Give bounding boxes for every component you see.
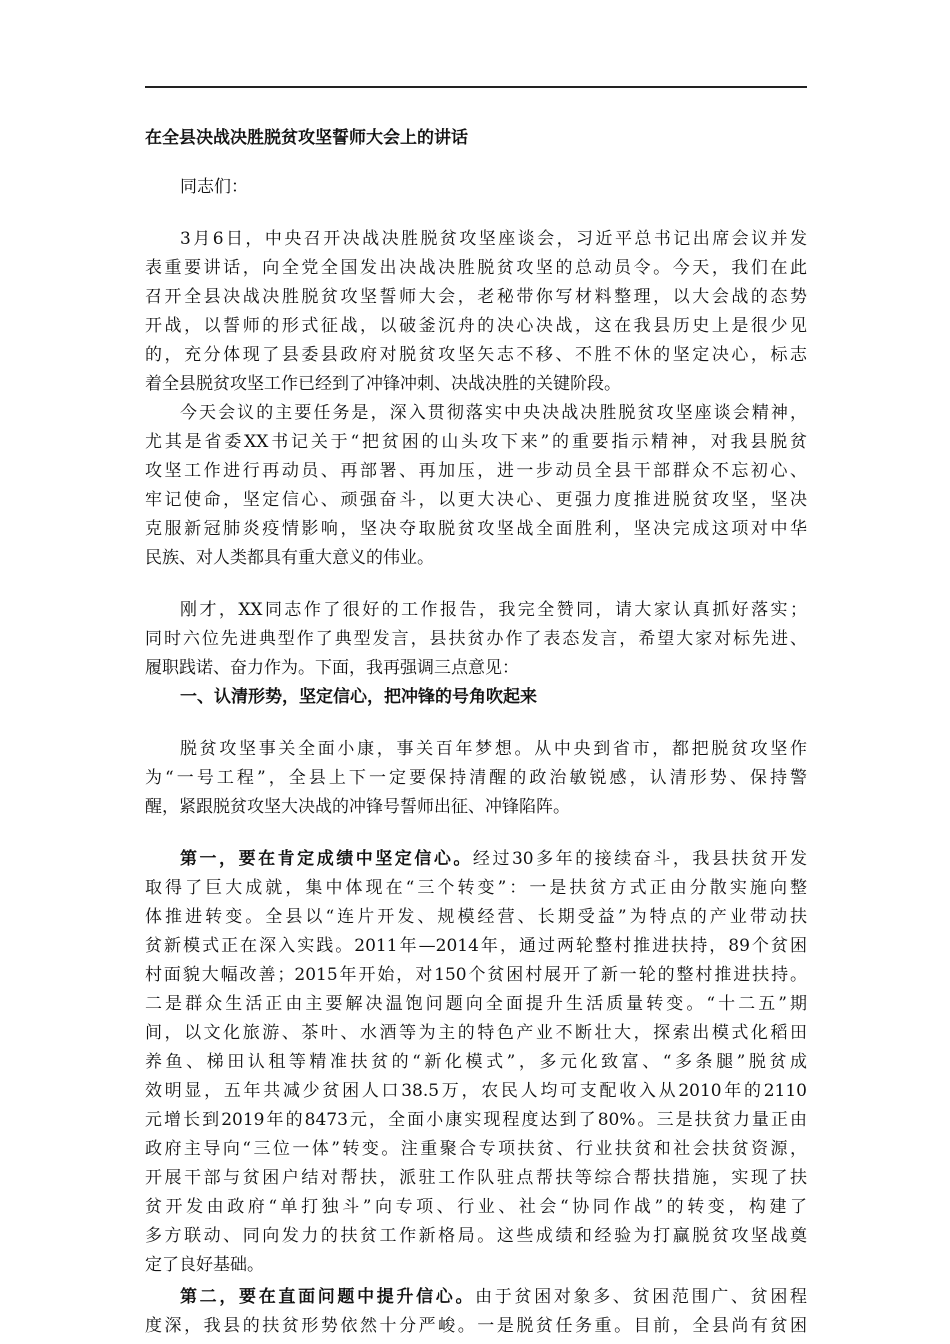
p5-line-6: 二是群众生活正由主要解决温饱问题向全面提升生活质量转变。“十二五”期: [145, 994, 807, 1014]
p5-line-15: 定了良好基础。: [145, 1255, 264, 1275]
p1-line-1: 3月6日，中央召开决战决胜脱贫攻坚座谈会，习近平总书记出席会议并发: [180, 229, 807, 249]
p5-lead: 第一，要在肯定成绩中坚定信心。: [180, 849, 473, 869]
p3-line-1: 刚才，XX同志作了很好的工作报告，我完全赞同，请大家认真抓好落实；: [180, 600, 807, 620]
p5-lead-rest: 经过30多年的接续奋斗，我县扶贫开发: [472, 849, 807, 869]
p5-line-13: 贫开发由政府“单打独斗”向专项、行业、社会“协同作战”的转变，构建了: [145, 1197, 807, 1217]
p2-line-3: 攻坚工作进行再动员、再部署、再加压，进一步动员全县干部群众不忘初心、: [145, 461, 807, 481]
p5-line-5: 村面貌大幅改善；2015年开始，对150个贫困村展开了新一轮的整村推进扶持。: [145, 965, 807, 985]
p5-line-8: 养鱼、梯田认租等精准扶贫的“新化模式”，多元化致富、“多条腿”脱贫成: [145, 1052, 807, 1072]
p5-line-11: 政府主导向“三位一体”转变。注重聚合专项扶贫、行业扶贫和社会扶贫资源，: [145, 1139, 807, 1159]
p5-line-1: [180, 845, 807, 874]
p2-line-6: 民族、对人类都具有重大意义的伟业。: [145, 548, 434, 568]
document-title: 在全县决战决胜脱贫攻坚誓师大会上的讲话: [145, 128, 468, 148]
p5-line-2: 取得了巨大成就，集中体现在“三个转变”：一是扶贫方式正由分散实施向整: [145, 878, 807, 898]
p5-line-7: 间，以文化旅游、茶叶、水酒等为主的特色产业不断壮大，探索出模式化稻田: [145, 1023, 807, 1043]
p3-line-2: 同时六位先进典型作了典型发言，县扶贫办作了表态发言，希望大家对标先进、: [145, 629, 807, 649]
p1-line-2: 表重要讲话，向全党全国发出决战决胜脱贫攻坚的总动员令。今天，我们在此: [145, 258, 807, 278]
p1-line-4: 开战，以誓师的形式征战，以破釜沉舟的决心决战，这在我县历史上是很少见: [145, 316, 807, 336]
section-heading-1: 一、认清形势，坚定信心，把冲锋的号角吹起来: [180, 687, 537, 707]
p2-line-4: 牢记使命，坚定信心、顽强奋斗，以更大决心、更强力度推进脱贫攻坚，坚决: [145, 490, 807, 510]
p3-line-3: 履职践诺、奋力作为。下面，我再强调三点意见：: [145, 658, 519, 678]
p4-line-3: 醒，紧跟脱贫攻坚大决战的冲锋号誓师出征、冲锋陷阵。: [145, 797, 570, 817]
p1-line-3: 召开全县决战决胜脱贫攻坚誓师大会，老秘带你写材料整理，以大会战的态势: [145, 287, 807, 307]
p5-line-14: 多方联动、同向发力的扶贫工作新格局。这些成绩和经验为打赢脱贫攻坚战奠: [145, 1226, 807, 1246]
p2-line-1: 今天会议的主要任务是，深入贯彻落实中央决战决胜脱贫攻坚座谈会精神，: [180, 403, 807, 423]
p1-line-6: 着全县脱贫攻坚工作已经到了冲锋冲刺、决战决胜的关键阶段。: [145, 374, 621, 394]
greeting: 同志们：: [180, 177, 248, 197]
p1-line-5: 的，充分体现了县委县政府对脱贫攻坚矢志不移、不胜不休的坚定决心，标志: [145, 345, 807, 365]
p6-lead-rest: 由于贫困对象多、贫困范围广、贫困程: [475, 1287, 808, 1307]
header-rule: [145, 86, 807, 88]
p5-line-9: 效明显，五年共减少贫困人口38.5万，农民人均可支配收入从2010年的2110: [145, 1081, 807, 1101]
p6-lead: 第二，要在直面问题中提升信心。: [180, 1287, 476, 1307]
p2-line-5: 克服新冠肺炎疫情影响，坚决夺取脱贫攻坚战全面胜利，坚决完成这项对中华: [145, 519, 807, 539]
p5-line-10: 元增长到2019年的8473元，全面小康实现程度达到了80%。三是扶贫力量正由: [145, 1110, 807, 1130]
p6-line-1: [180, 1283, 807, 1312]
p5-line-3: 体推进转变。全县以“连片开发、规模经营、长期受益”为特点的产业带动扶: [145, 907, 807, 927]
p4-line-1: 脱贫攻坚事关全面小康，事关百年梦想。从中央到省市，都把脱贫攻坚作: [180, 739, 807, 759]
p5-line-4: 贫新模式正在深入实践。2011年—2014年，通过两轮整村推进扶持，89个贫困: [145, 936, 807, 956]
p4-line-2: 为“一号工程”，全县上下一定要保持清醒的政治敏锐感，认清形势、保持警: [145, 768, 807, 788]
p6-line-2: 度深，我县的扶贫形势依然十分严峻。一是脱贫任务重。目前，全县尚有贫困: [145, 1316, 807, 1336]
p2-line-2: 尤其是省委XX书记关于“把贫困的山头攻下来”的重要指示精神，对我县脱贫: [145, 432, 807, 452]
p5-line-12: 开展干部与贫困户结对帮扶，派驻工作队驻点帮扶等综合帮扶措施，实现了扶: [145, 1168, 807, 1188]
